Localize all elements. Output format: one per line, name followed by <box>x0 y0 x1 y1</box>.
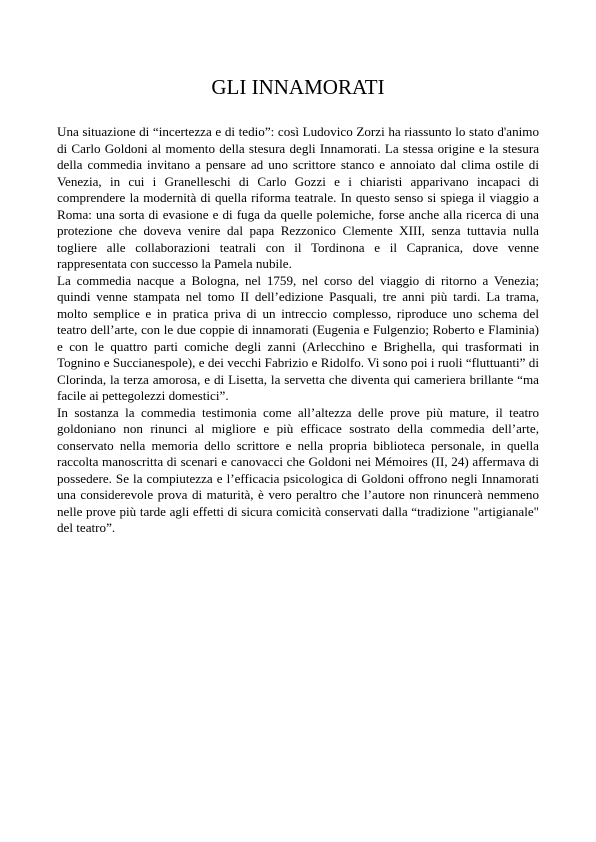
document-body <box>57 124 539 537</box>
paragraph: In sostanza la commedia testimonia come all’altezza delle prove più mature, il teatro goldoniano non rinunci al migliore e più efficace sostrato della commedia dell’arte, conservato nella memoria dello scrittore e nella propria biblioteca personale, in quella raccolta manoscritta di scenari e canovacci che Goldoni nei Mémoires (II, 24) affermava di possedere. Se la compiutezza e l’efficacia psicologica di Goldoni offrono negli Innamorati una considerevole prova di maturità, è vero peraltro che l’autore non rinuncerà nemmeno nelle prove più tarde agli effetti di sicura comicità conservati dalla “tradizione "artigianale" del teatro”. <box>57 404 539 535</box>
document-title: GLI INNAMORATI <box>211 75 385 99</box>
paragraph: La commedia nacque a Bologna, nel 1759, nel corso del viaggio di ritorno a Venezia; quindi venne stampata nel tomo II dell’edizione Pasquali, tre anni più tardi. La trama, molto semplice e in pratica priva di un intreccio complesso, riproduce uno schema del teatro dell’arte, con le due coppie di innamorati (Eugenia e Fulgenzio; Roberto e Flaminia) e con le quattro parti comiche degli zanni (Arlecchino e Brighella, qui trasformati in Tognino e Succianespole), e dei vecchi Fabrizio e Ridolfo. Vi sono poi i ruoli “fluttuanti” di Clorinda, la terza amorosa, e di Lisetta, la servetta che diventa qui cameriera brillante “ma facile ai pettegolezzi domestici”. <box>57 272 539 403</box>
paragraph: Una situazione di “incertezza e di tedio”: così Ludovico Zorzi ha riassunto lo stato d'animo di Carlo Goldoni al momento della stesura degli Innamorati. La stessa origine e la stesura della commedia invitano a pensare ad uno scrittore stanco e annoiato dal clima ostile di Venezia, in cui i Granelleschi di Carlo Gozzi e i chiaristi apparivano incapaci di comprendere la modernità di quella riforma teatrale. In questo senso si spiega il viaggio a Roma: una sorta di evasione e di fuga da quelle polemiche, forse anche alla ricerca di una protezione che doveva venire dal papa Rezzonico Clemente XIII, senza tuttavia nulla togliere alle collaborazioni teatrali con il Tordinona e il Capranica, dove venne rappresentata con successo la Pamela nubile. <box>57 124 539 271</box>
